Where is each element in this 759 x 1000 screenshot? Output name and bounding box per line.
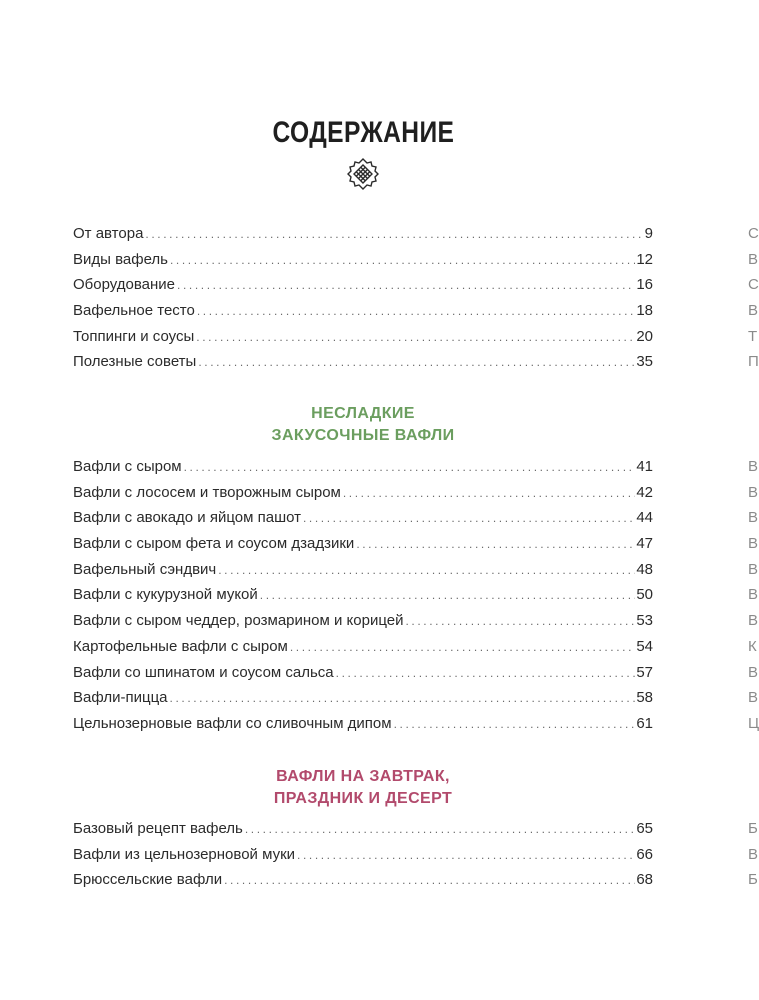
toc-leader-dots <box>184 455 636 481</box>
waffle-ornament-icon <box>346 157 380 191</box>
toc-entry-title: Вафли с кукурузной мукой <box>73 586 258 604</box>
toc-leader-dots <box>297 843 635 869</box>
toc-entry-page: 68 <box>636 871 653 889</box>
toc-entry[interactable] <box>73 842 653 868</box>
toc-intro-list <box>73 221 653 375</box>
toc-entry-title: Брюссельские вафли <box>73 871 223 889</box>
toc-entry-page: 18 <box>636 302 653 320</box>
toc-entry[interactable] <box>73 634 653 660</box>
facing-page-letter: Б <box>748 871 758 889</box>
toc-entry[interactable] <box>73 816 653 842</box>
facing-page-letter: В <box>748 612 759 630</box>
toc-entry[interactable] <box>73 272 653 298</box>
toc-entry[interactable] <box>73 582 653 608</box>
toc-leader-dots <box>290 635 635 661</box>
section-heading-sweet <box>73 766 653 810</box>
toc-entry-page: 35 <box>636 353 653 371</box>
toc-entry-page: 44 <box>636 509 653 527</box>
section-heading-line: ПРАЗДНИК И ДЕСЕРТ <box>273 790 453 807</box>
facing-page-letter: П <box>748 353 759 371</box>
toc-entry-title: От автора <box>73 225 144 242</box>
facing-page-edge-intro <box>748 221 759 375</box>
toc-entry-page: 66 <box>636 845 653 863</box>
toc-savory-list <box>73 454 653 737</box>
toc-entry-page: 53 <box>636 612 653 630</box>
toc-entry-page: 65 <box>636 820 653 837</box>
toc-entry-title: Базовый рецепт вафель <box>73 820 243 837</box>
facing-page-letter: В <box>748 535 759 553</box>
facing-page-letter: В <box>748 250 759 268</box>
toc-entry-title: Виды вафель <box>73 250 168 268</box>
toc-entry-title: Вафли из цельнозерновой муки <box>73 845 296 863</box>
facing-page-letter: К <box>748 637 757 655</box>
section-heading-line: ЗАКУСОЧНЫЕ ВАФЛИ <box>271 427 455 444</box>
toc-entry-title: Вафли с авокадо и яйцом пашот <box>73 509 301 527</box>
toc-entry-title: Топпинги и соусы <box>73 327 195 345</box>
toc-entry-title: Цельнозерновые вафли со сливочным дипом <box>73 714 392 732</box>
facing-page-letter: В <box>748 689 759 707</box>
toc-leader-dots <box>177 273 635 299</box>
toc-leader-dots <box>224 868 635 894</box>
toc-entry-page: 16 <box>636 276 653 294</box>
toc-entry[interactable] <box>73 324 653 350</box>
toc-entry[interactable] <box>73 660 653 686</box>
toc-leader-dots <box>394 712 636 738</box>
toc-entry-page: 50 <box>636 586 653 604</box>
toc-leader-dots <box>198 350 635 376</box>
section-heading-savory <box>73 403 653 447</box>
section-heading-line: ВАФЛИ НА ЗАВТРАК, <box>276 768 450 785</box>
toc-entry-page: 20 <box>636 327 653 345</box>
toc-entry-page: 47 <box>636 535 653 553</box>
toc-entry[interactable] <box>73 531 653 557</box>
facing-page-letter: В <box>748 845 759 863</box>
toc-leader-dots <box>145 222 643 248</box>
toc-entry-title: Вафли-пицца <box>73 689 168 707</box>
toc-entry-page: 42 <box>636 483 653 501</box>
toc-entry-title: Картофельные вафли с сыром <box>73 637 288 655</box>
toc-entry[interactable] <box>73 349 653 375</box>
section-heading-line: НЕСЛАДКИЕ <box>311 405 415 422</box>
toc-leader-dots <box>218 558 635 584</box>
toc-leader-dots <box>343 481 635 507</box>
toc-leader-dots <box>197 299 635 325</box>
facing-page-letter: В <box>748 560 759 578</box>
toc-leader-dots <box>405 609 635 635</box>
toc-leader-dots <box>303 506 635 532</box>
toc-entry[interactable] <box>73 711 653 737</box>
toc-entry[interactable] <box>73 454 653 480</box>
toc-entry-page: 57 <box>636 663 653 681</box>
page-title: СОДЕРЖАНИЕ <box>272 116 455 150</box>
toc-entry-page: 48 <box>636 560 653 578</box>
toc-entry-title: Вафли со шпинатом и соусом сальса <box>73 663 334 681</box>
toc-entry-page: 61 <box>636 714 653 732</box>
facing-page-letter: В <box>748 509 759 527</box>
toc-entry-title: Вафли с сыром <box>73 458 182 475</box>
facing-page-letter: Б <box>748 820 758 837</box>
toc-entry-page: 9 <box>644 225 653 242</box>
facing-page-letter: С <box>748 225 759 242</box>
toc-entry[interactable] <box>73 247 653 273</box>
toc-entry-title: Вафельный сэндвич <box>73 560 217 578</box>
toc-entry-page: 54 <box>636 637 653 655</box>
facing-page-letter: С <box>748 276 759 294</box>
toc-leader-dots <box>170 248 635 274</box>
toc-entry[interactable] <box>73 608 653 634</box>
toc-leader-dots <box>245 817 635 843</box>
toc-entry-title: Полезные советы <box>73 353 197 371</box>
facing-page-edge-savory <box>748 454 759 737</box>
facing-page-letter: В <box>748 586 759 604</box>
toc-entry[interactable] <box>73 480 653 506</box>
toc-entry-title: Вафли с лососем и творожным сыром <box>73 483 341 501</box>
facing-page-letter: Т <box>748 327 758 345</box>
facing-page-letter: Ц <box>748 714 759 732</box>
toc-entry[interactable] <box>73 505 653 531</box>
toc-leader-dots <box>196 325 635 351</box>
toc-entry-page: 12 <box>636 250 653 268</box>
facing-page-letter: В <box>748 302 759 320</box>
toc-sweet-list <box>73 816 653 893</box>
toc-leader-dots <box>260 583 636 609</box>
toc-entry[interactable] <box>73 685 653 711</box>
toc-entry[interactable] <box>73 557 653 583</box>
toc-entry-title: Вафельное тесто <box>73 302 195 320</box>
toc-leader-dots <box>170 686 636 712</box>
toc-entry[interactable] <box>73 298 653 324</box>
facing-page-edge-sweet <box>748 816 759 893</box>
toc-leader-dots <box>356 532 635 558</box>
facing-page-letter: В <box>748 458 759 475</box>
toc-entry-title: Вафли с сыром фета и соусом дзадзики <box>73 535 355 553</box>
toc-entry-page: 41 <box>636 458 653 475</box>
toc-entry[interactable] <box>73 867 653 893</box>
facing-page-letter: В <box>748 483 759 501</box>
toc-entry[interactable] <box>73 221 653 247</box>
toc-leader-dots <box>336 661 636 687</box>
toc-entry-page: 58 <box>636 689 653 707</box>
toc-entry-title: Вафли с сыром чеддер, розмарином и корицей <box>73 612 404 630</box>
toc-entry-title: Оборудование <box>73 276 176 294</box>
facing-page-letter: В <box>748 663 759 681</box>
